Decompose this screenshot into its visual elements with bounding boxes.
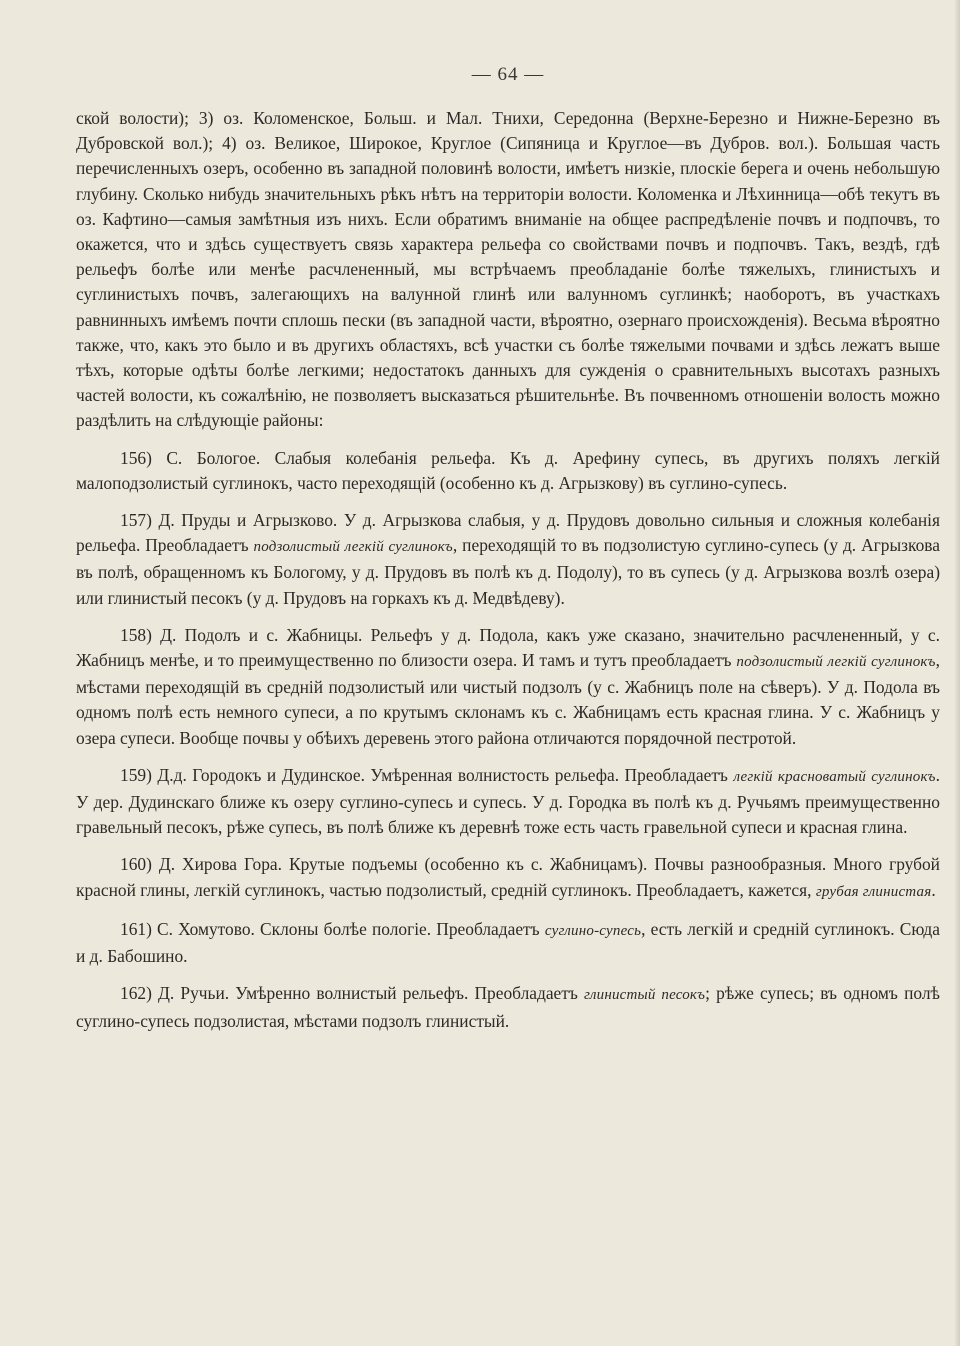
section-162 [76, 981, 940, 1033]
section-text: 160) Д. Хирова Гора. Крутые подъемы (особенно къ с. Жабницамъ). Почвы разнообразныя. Много грубой красной глины, легкій суглинокъ, частью подзолистый, средній суглинокъ. Преобладаетъ, кажется, [76, 854, 940, 900]
section-160 [76, 852, 940, 904]
section-text: 158) Д. Подолъ и с. Жабницы. Рельефъ у д. Подола, какъ уже сказано, значительно расчлененный, у с. Жабницъ менѣе, и то преимущественно по близости озера. И тамъ и тутъ преобладаетъ [76, 624, 940, 671]
section-text: . У дер. Дудинскаго ближе къ озеру суглино-супесь и супесь. У д. Городка въ полѣ къ д. Ручьямъ преимущественно гравельный песокъ, рѣже супесь, въ полѣ ближе къ деревнѣ тоже есть часть гравельной супеси и красная глина. [76, 764, 941, 838]
section-text: 162) Д. Ручьи. Умѣренно волнистый рельефъ. Преобладаетъ [120, 983, 585, 1004]
section-italic-term: глинистый песокъ [584, 987, 706, 1004]
section-157 [76, 508, 940, 611]
section-159 [76, 763, 940, 841]
section-156 [76, 446, 940, 496]
section-italic-term: легкій красноватый суглинокъ [733, 768, 936, 785]
section-text: , мѣстами переходящій въ средній подзолистый или чистый подзолъ (у с. Жабницъ поле на сѣверъ). У д. Подола въ одномъ полѣ есть немного супеси, а по крутымъ склонамъ къ с. Жабницамъ есть красная глина. У с. Жабницъ у озера супеси. Вообще почвы у обѣихъ деревень этого района отличаются порядочной пестротой. [76, 650, 940, 748]
section-text: 161) С. Хомутово. Склоны болѣе пологіе. Преобладаетъ [120, 918, 545, 939]
section-text: ; рѣже супесь; въ одномъ полѣ суглино-супесь подзолистая, мѣстами подзолъ глинистый. [76, 983, 940, 1031]
intro-paragraph: ской волости); 3) оз. Коломенское, Больш. и Мал. Тнихи, Середонна (Верхне-Березно и Нижне-Березно въ Дубровской вол.); 4) оз. Великое, Широкое, Круглое (Сипяница и Круглое—въ Дубров. вол.). Большая часть перечисленныхъ озеръ, особенно въ западной половинѣ волости, имѣетъ низкіе, плоскіе берега и очень небольшую глубину. Сколько нибудь значительныхъ рѣкъ нѣтъ на территоріи волости. Коломенка и Лѣхинница—обѣ текутъ въ оз. Кафтино—самыя замѣтныя изъ нихъ. Если обратимъ вниманіе на общее распредѣленіе почвъ и подпочвъ, то окажется, что и здѣсь существуетъ связь характера рельефа со свойствами почвъ и подпочвъ. Такъ, вездѣ, гдѣ рельефъ болѣе или менѣе расчлененный, мы встрѣчаемъ преобладаніе болѣе тяжелыхъ, глинистыхъ и суглинистыхъ почвъ, залегающихъ на валунной глинѣ или валунномъ суглинкѣ; наоборотъ, въ участкахъ равнинныхъ имѣемъ почти сплошь пески (въ западной части, вѣроятно, озернаго происхожденія). Весьма вѣроятно также, что, какъ это было и въ другихъ областяхъ, всѣ участки съ болѣе тяжелыми почвами и здѣсь лежатъ выше тѣхъ, которые одѣты болѣе легкими; недостатокъ данныхъ для сужденія о сравнительныхъ высотахъ разныхъ частей волости, къ сожалѣнію, не позволяетъ высказаться рѣшительнѣе. Въ почвенномъ отношеніи волость можно раздѣлить на слѣдующіе районы: [76, 108, 940, 431]
section-text: 159) Д.д. Городокъ и Дудинское. Умѣренная волнистость рельефа. Преобладаетъ [120, 764, 734, 785]
section-161 [76, 917, 940, 969]
section-text: . [931, 879, 936, 900]
section-italic-term: подзолистый легкій суглинокъ [736, 654, 936, 671]
section-italic-term: грубая глинистая [815, 883, 932, 900]
section-italic-term: суглино-супесь [544, 922, 642, 939]
page-number: — 64 — [471, 64, 545, 85]
section-italic-term: подзолистый легкій суглинокъ [253, 539, 453, 556]
section-text: , переходящій то въ подзолистую суглино-супесь (у д. Агрызкова въ полѣ, обращенномъ къ Бологому, у д. Прудовъ въ полѣ къ д. Подолу), то въ супесь (у д. Агрызкова возлѣ озера) или глинистый песокъ (у д. Прудовъ на горкахъ къ д. Медвѣдеву). [76, 535, 940, 608]
section-text: 157) Д. Пруды и Агрызково. У д. Агрызкова слабыя, у д. Прудовъ довольно сильныя и сложныя колебанія рельефа. Преобладаетъ [76, 510, 940, 556]
section-text: , есть легкій и средній суглинокъ. Сюда и д. Бабошино. [76, 918, 940, 967]
section-text: 156) С. Бологое. Слабыя колебанія рельефа. Къ д. Арефину супесь, въ другихъ поляхъ легкій малоподзолистый суглинокъ, часто переходящій (особенно къ д. Агрызкову) въ суглино-супесь. [76, 447, 940, 493]
page-edge-shadow [954, 0, 960, 1346]
section-158 [76, 623, 940, 751]
